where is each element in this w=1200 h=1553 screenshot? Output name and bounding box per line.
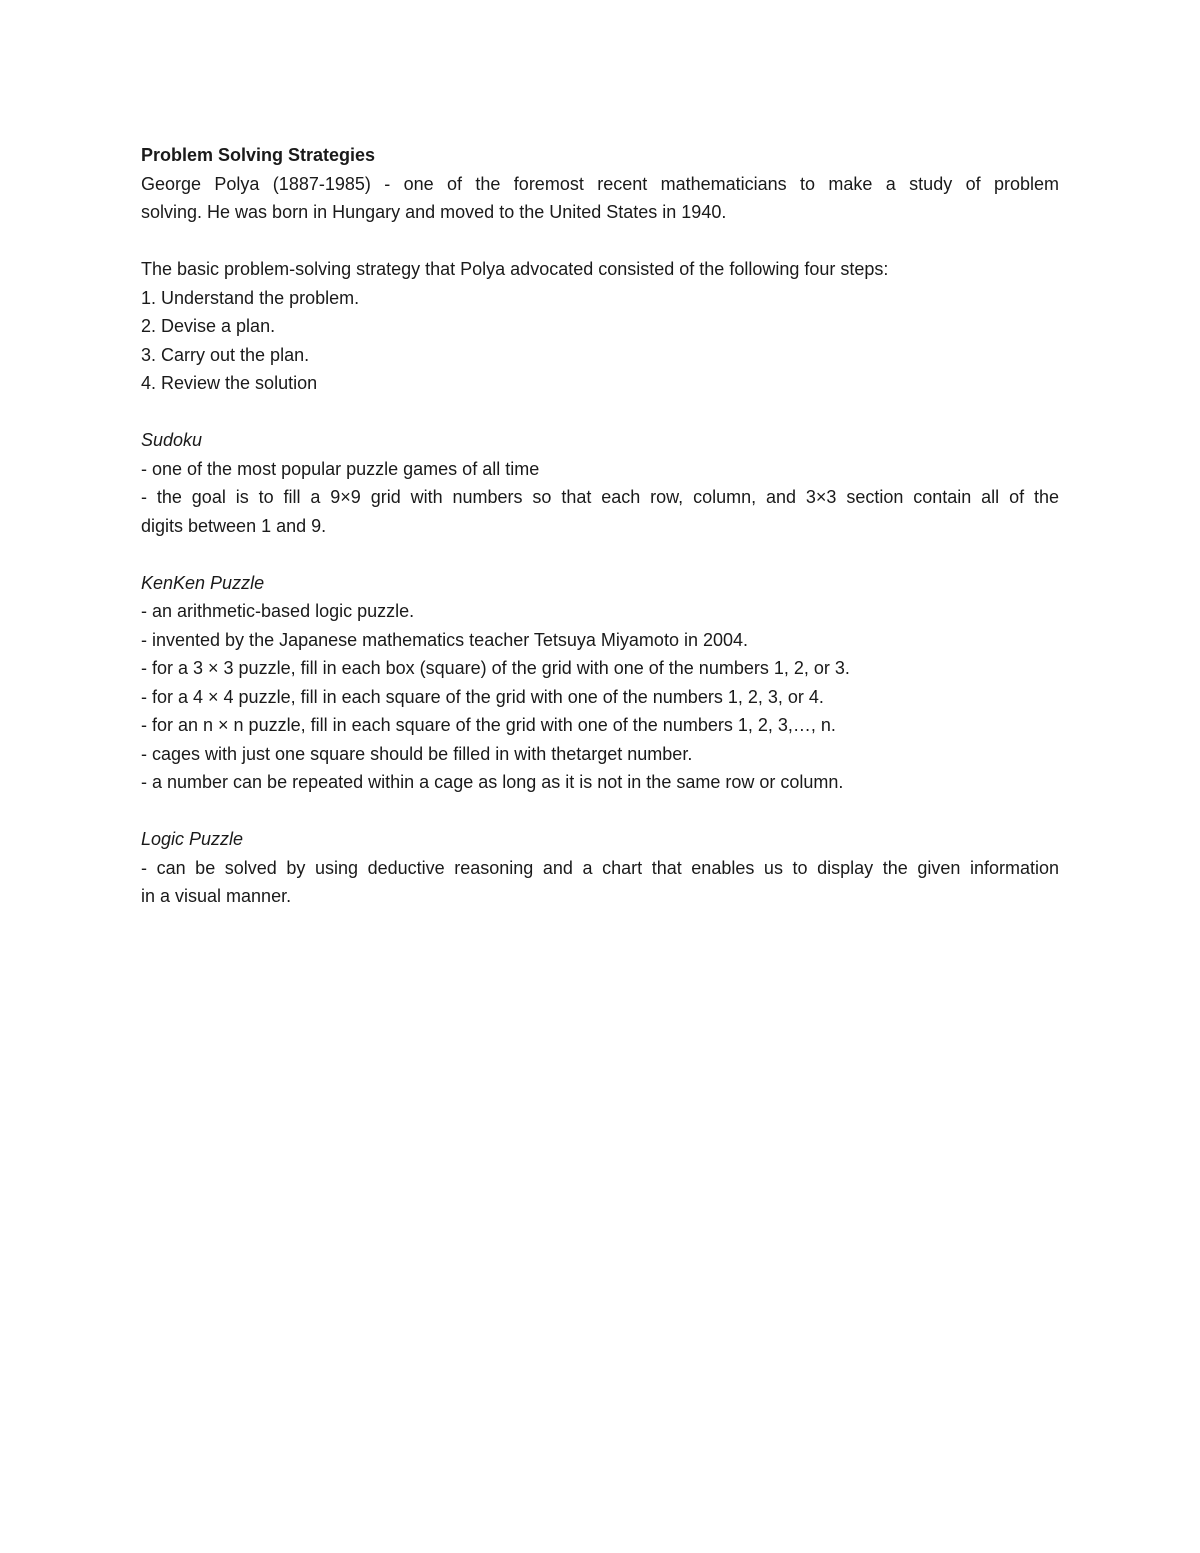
sudoku-heading: Sudoku xyxy=(141,430,203,450)
document-body xyxy=(141,141,1059,911)
logic-heading: Logic Puzzle xyxy=(141,829,244,849)
step-item: 4. Review the solution xyxy=(141,373,318,393)
spacer xyxy=(141,227,1059,256)
kenken-bullet: - for a 4 × 4 puzzle, fill in each square of the grid with one of the numbers 1, 2, 3, or 4. xyxy=(141,686,824,707)
kenken-bullet: - invented by the Japanese mathematics teacher Tetsuya Miyamoto in 2004. xyxy=(141,629,749,650)
kenken-bullet: - for an n × n puzzle, fill in each square of the grid with one of the numbers 1, 2, 3,…, n. xyxy=(141,715,836,735)
sudoku-bullet-goal-line-1: - the goal is to fill a 9×9 grid with numbers so that each row, column, and 3×3 section contain all of the xyxy=(141,487,1059,507)
sudoku-bullet-goal-line-2: digits between 1 and 9. xyxy=(141,515,327,536)
intro-line-1: George Polya (1887-1985) - one of the foremost recent mathematicians to make a study of problem xyxy=(141,173,1059,194)
spacer xyxy=(141,540,1059,569)
document-title: Problem Solving Strategies xyxy=(141,145,376,165)
kenken-bullet: - for a 3 × 3 puzzle, fill in each box (square) of the grid with one of the numbers 1, 2, or 3. xyxy=(141,658,850,678)
step-item: 3. Carry out the plan. xyxy=(141,344,310,365)
kenken-bullet: - a number can be repeated within a cage as long as it is not in the same row or column. xyxy=(141,772,844,792)
step-item: 2. Devise a plan. xyxy=(141,316,276,336)
spacer xyxy=(141,398,1059,427)
spacer xyxy=(141,797,1059,826)
steps-lead: The basic problem-solving strategy that Polya advocated consisted of the following four steps: xyxy=(141,259,889,279)
kenken-heading: KenKen Puzzle xyxy=(141,572,265,593)
kenken-bullet: - cages with just one square should be filled in with thetarget number. xyxy=(141,743,693,764)
step-item: 1. Understand the problem. xyxy=(141,287,360,308)
logic-line-1: - can be solved by using deductive reasoning and a chart that enables us to display the given information xyxy=(141,857,1059,878)
sudoku-bullet: - one of the most popular puzzle games of all time xyxy=(141,458,540,479)
logic-line-2: in a visual manner. xyxy=(141,886,292,906)
kenken-bullet: - an arithmetic-based logic puzzle. xyxy=(141,601,415,621)
intro-line-2: solving. He was born in Hungary and moved to the United States in 1940. xyxy=(141,202,727,222)
